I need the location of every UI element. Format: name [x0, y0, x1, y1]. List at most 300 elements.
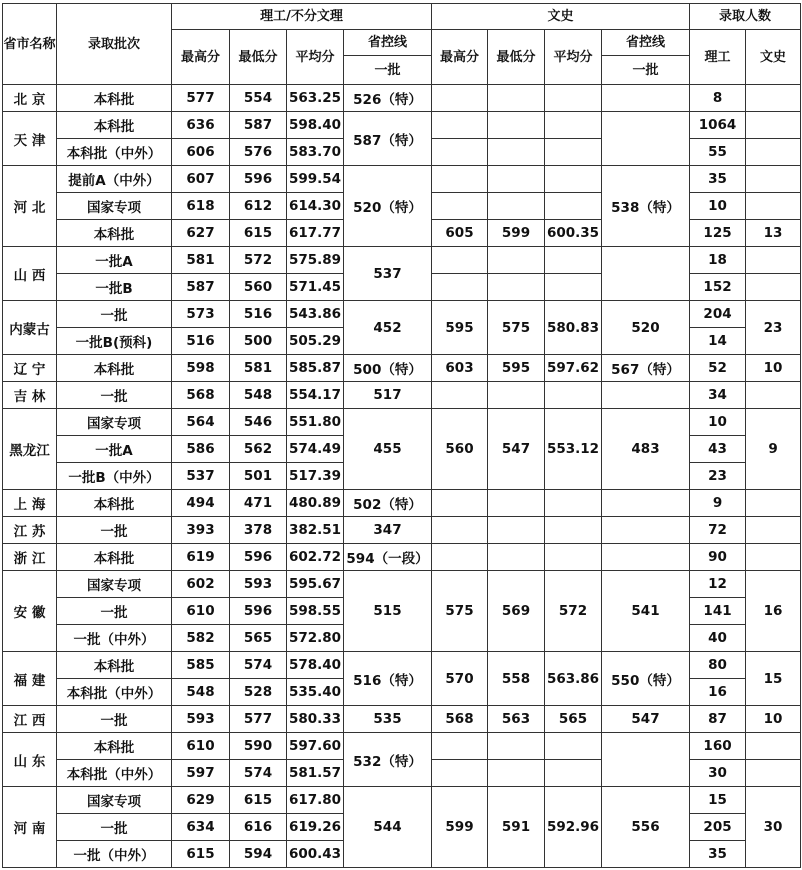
cell-s-line: 517 [344, 382, 432, 409]
cell-s-avg: 551.80 [287, 409, 344, 436]
cell-batch: 国家专项 [57, 409, 172, 436]
table-row [3, 571, 801, 598]
cell-a-min [488, 274, 545, 301]
header-arts-group: 文史 [432, 4, 690, 30]
cell-a-max: 568 [432, 706, 488, 733]
cell-a-max [432, 760, 488, 787]
cell-a-avg: 600.35 [545, 220, 602, 247]
cell-n-sci: 205 [690, 814, 746, 841]
cell-a-avg [545, 112, 602, 139]
cell-batch: 本科批（中外） [57, 679, 172, 706]
cell-s-min: 471 [230, 490, 287, 517]
cell-s-max: 634 [172, 814, 230, 841]
cell-s-max: 606 [172, 139, 230, 166]
cell-s-avg: 602.72 [287, 544, 344, 571]
cell-a-avg [545, 760, 602, 787]
header-sci-group: 理工/不分文理 [172, 4, 432, 30]
cell-n-sci: 55 [690, 139, 746, 166]
cell-a-min [488, 760, 545, 787]
cell-n-arts: 16 [746, 571, 801, 652]
cell-s-avg: 595.67 [287, 571, 344, 598]
cell-a-avg: 572 [545, 571, 602, 652]
table-row [3, 544, 801, 571]
cell-a-max [432, 544, 488, 571]
cell-s-max: 636 [172, 112, 230, 139]
cell-province: 吉 林 [3, 382, 57, 409]
cell-s-max: 615 [172, 841, 230, 868]
cell-a-max [432, 112, 488, 139]
cell-n-sci: 152 [690, 274, 746, 301]
cell-s-min: 596 [230, 544, 287, 571]
cell-s-avg: 583.70 [287, 139, 344, 166]
header-arts-avg: 平均分 [545, 30, 602, 85]
cell-s-avg: 554.17 [287, 382, 344, 409]
cell-a-min [488, 85, 545, 112]
table-row [3, 787, 801, 814]
cell-n-arts: 30 [746, 787, 801, 868]
cell-n-arts [746, 733, 801, 760]
cell-a-avg: 580.83 [545, 301, 602, 355]
cell-a-avg [545, 274, 602, 301]
cell-s-min: 546 [230, 409, 287, 436]
cell-a-avg [545, 139, 602, 166]
cell-s-avg: 571.45 [287, 274, 344, 301]
cell-a-line [602, 733, 690, 787]
cell-a-min [488, 733, 545, 760]
cell-s-avg: 599.54 [287, 166, 344, 193]
cell-a-min [488, 382, 545, 409]
cell-province: 内蒙古 [3, 301, 57, 355]
cell-n-arts [746, 760, 801, 787]
cell-n-sci: 43 [690, 436, 746, 463]
cell-batch: 国家专项 [57, 787, 172, 814]
admission-score-table [2, 3, 801, 868]
cell-a-max: 575 [432, 571, 488, 652]
cell-s-avg: 563.25 [287, 85, 344, 112]
header-batch: 录取批次 [57, 4, 172, 85]
cell-s-max: 564 [172, 409, 230, 436]
cell-s-min: 615 [230, 787, 287, 814]
cell-n-sci: 72 [690, 517, 746, 544]
cell-s-line: 587（特） [344, 112, 432, 166]
cell-province: 江 苏 [3, 517, 57, 544]
cell-s-min: 560 [230, 274, 287, 301]
cell-n-sci: 160 [690, 733, 746, 760]
cell-province: 安 徽 [3, 571, 57, 652]
cell-s-min: 562 [230, 436, 287, 463]
cell-province: 天 津 [3, 112, 57, 166]
cell-s-min: 500 [230, 328, 287, 355]
cell-batch: 本科批 [57, 112, 172, 139]
cell-batch: 一批（中外） [57, 841, 172, 868]
cell-n-arts [746, 490, 801, 517]
cell-s-avg: 578.40 [287, 652, 344, 679]
header-admit-arts: 文史 [746, 30, 801, 85]
cell-s-max: 610 [172, 598, 230, 625]
header-arts-max: 最高分 [432, 30, 488, 85]
cell-a-line [602, 490, 690, 517]
table-row [3, 166, 801, 193]
cell-a-avg: 592.96 [545, 787, 602, 868]
cell-n-sci: 10 [690, 409, 746, 436]
cell-batch: 一批（中外） [57, 625, 172, 652]
header-admit-sci: 理工 [690, 30, 746, 85]
cell-a-avg [545, 490, 602, 517]
cell-n-arts: 15 [746, 652, 801, 706]
cell-a-max: 595 [432, 301, 488, 355]
cell-s-max: 598 [172, 355, 230, 382]
cell-s-min: 565 [230, 625, 287, 652]
cell-a-max [432, 166, 488, 193]
cell-a-min [488, 112, 545, 139]
header-arts-first-batch: 一批 [602, 56, 690, 85]
cell-n-sci: 204 [690, 301, 746, 328]
cell-n-sci: 8 [690, 85, 746, 112]
cell-s-min: 615 [230, 220, 287, 247]
cell-s-min: 554 [230, 85, 287, 112]
cell-a-max: 560 [432, 409, 488, 490]
cell-n-arts [746, 517, 801, 544]
cell-a-avg [545, 517, 602, 544]
cell-s-line: 544 [344, 787, 432, 868]
table-row [3, 301, 801, 328]
cell-s-min: 596 [230, 598, 287, 625]
cell-s-line: 516（特） [344, 652, 432, 706]
cell-n-sci: 90 [690, 544, 746, 571]
cell-s-max: 393 [172, 517, 230, 544]
cell-s-min: 378 [230, 517, 287, 544]
cell-a-min [488, 517, 545, 544]
cell-s-max: 619 [172, 544, 230, 571]
cell-s-max: 593 [172, 706, 230, 733]
cell-s-min: 574 [230, 652, 287, 679]
cell-a-min [488, 193, 545, 220]
cell-province: 浙 江 [3, 544, 57, 571]
cell-batch: 国家专项 [57, 193, 172, 220]
cell-batch: 本科批 [57, 355, 172, 382]
cell-s-max: 610 [172, 733, 230, 760]
cell-s-max: 586 [172, 436, 230, 463]
cell-s-min: 596 [230, 166, 287, 193]
cell-n-arts [746, 247, 801, 274]
cell-n-sci: 35 [690, 166, 746, 193]
cell-n-sci: 52 [690, 355, 746, 382]
cell-a-min: 591 [488, 787, 545, 868]
cell-s-max: 585 [172, 652, 230, 679]
cell-batch: 一批 [57, 706, 172, 733]
cell-s-max: 577 [172, 85, 230, 112]
cell-a-line: 538（特） [602, 166, 690, 247]
cell-n-sci: 40 [690, 625, 746, 652]
cell-province: 辽 宁 [3, 355, 57, 382]
header-arts-control-line: 省控线 [602, 30, 690, 56]
cell-s-max: 568 [172, 382, 230, 409]
cell-a-avg [545, 544, 602, 571]
cell-a-avg [545, 193, 602, 220]
cell-n-arts: 13 [746, 220, 801, 247]
table-row [3, 355, 801, 382]
cell-batch: 一批B(预科) [57, 328, 172, 355]
cell-batch: 国家专项 [57, 571, 172, 598]
cell-n-sci: 18 [690, 247, 746, 274]
cell-s-min: 593 [230, 571, 287, 598]
cell-n-sci: 10 [690, 193, 746, 220]
cell-s-avg: 535.40 [287, 679, 344, 706]
table-row [3, 85, 801, 112]
cell-n-arts [746, 274, 801, 301]
cell-n-arts: 10 [746, 706, 801, 733]
cell-province: 山 东 [3, 733, 57, 787]
cell-a-line: 520 [602, 301, 690, 355]
cell-n-sci: 125 [690, 220, 746, 247]
header-sci-max: 最高分 [172, 30, 230, 85]
cell-n-sci: 34 [690, 382, 746, 409]
cell-s-avg: 585.87 [287, 355, 344, 382]
cell-a-min: 558 [488, 652, 545, 706]
cell-s-line: 520（特） [344, 166, 432, 247]
header-sci-control-line: 省控线 [344, 30, 432, 56]
cell-n-sci: 141 [690, 598, 746, 625]
cell-batch: 本科批 [57, 220, 172, 247]
cell-a-avg [545, 85, 602, 112]
cell-n-sci: 80 [690, 652, 746, 679]
header-arts-min: 最低分 [488, 30, 545, 85]
cell-a-line: 556 [602, 787, 690, 868]
cell-n-arts [746, 85, 801, 112]
table-row [3, 409, 801, 436]
cell-n-sci: 30 [690, 760, 746, 787]
cell-s-min: 594 [230, 841, 287, 868]
cell-batch: 一批 [57, 301, 172, 328]
cell-s-line: 537 [344, 247, 432, 301]
table-row [3, 490, 801, 517]
cell-a-line: 541 [602, 571, 690, 652]
cell-s-min: 577 [230, 706, 287, 733]
cell-s-max: 548 [172, 679, 230, 706]
cell-s-line: 532（特） [344, 733, 432, 787]
header-province: 省市名称 [3, 4, 57, 85]
cell-a-line: 567（特） [602, 355, 690, 382]
cell-a-min [488, 166, 545, 193]
cell-a-line [602, 247, 690, 301]
cell-a-max [432, 193, 488, 220]
cell-a-max: 570 [432, 652, 488, 706]
cell-a-max [432, 247, 488, 274]
cell-batch: 一批B [57, 274, 172, 301]
cell-a-line [602, 517, 690, 544]
cell-a-max: 605 [432, 220, 488, 247]
cell-n-sci: 1064 [690, 112, 746, 139]
cell-n-sci: 14 [690, 328, 746, 355]
cell-s-avg: 581.57 [287, 760, 344, 787]
cell-s-max: 618 [172, 193, 230, 220]
cell-a-min: 569 [488, 571, 545, 652]
cell-a-max [432, 517, 488, 544]
table-row [3, 652, 801, 679]
cell-n-sci: 12 [690, 571, 746, 598]
cell-a-min: 575 [488, 301, 545, 355]
cell-province: 北 京 [3, 85, 57, 112]
cell-s-line: 535 [344, 706, 432, 733]
cell-a-line: 547 [602, 706, 690, 733]
cell-province: 上 海 [3, 490, 57, 517]
cell-s-line: 502（特） [344, 490, 432, 517]
cell-s-max: 581 [172, 247, 230, 274]
header-sci-avg: 平均分 [287, 30, 344, 85]
header-sci-min: 最低分 [230, 30, 287, 85]
table-row [3, 517, 801, 544]
cell-n-sci: 35 [690, 841, 746, 868]
cell-a-max [432, 490, 488, 517]
cell-n-arts [746, 112, 801, 139]
cell-s-avg: 574.49 [287, 436, 344, 463]
cell-batch: 一批 [57, 517, 172, 544]
cell-s-max: 537 [172, 463, 230, 490]
cell-batch: 一批 [57, 598, 172, 625]
cell-province: 山 西 [3, 247, 57, 301]
cell-a-max [432, 733, 488, 760]
cell-s-max: 607 [172, 166, 230, 193]
cell-s-avg: 575.89 [287, 247, 344, 274]
cell-a-avg [545, 382, 602, 409]
cell-s-line: 515 [344, 571, 432, 652]
cell-a-avg [545, 166, 602, 193]
cell-s-max: 494 [172, 490, 230, 517]
cell-s-avg: 505.29 [287, 328, 344, 355]
cell-s-avg: 614.30 [287, 193, 344, 220]
cell-batch: 本科批 [57, 544, 172, 571]
cell-a-min [488, 139, 545, 166]
cell-batch: 一批 [57, 814, 172, 841]
cell-a-min: 599 [488, 220, 545, 247]
cell-s-min: 501 [230, 463, 287, 490]
cell-batch: 本科批 [57, 85, 172, 112]
cell-s-avg: 543.86 [287, 301, 344, 328]
cell-s-line: 526（特） [344, 85, 432, 112]
cell-a-max [432, 139, 488, 166]
cell-s-line: 452 [344, 301, 432, 355]
cell-s-line: 500（特） [344, 355, 432, 382]
cell-s-avg: 617.80 [287, 787, 344, 814]
cell-a-min [488, 490, 545, 517]
table-row [3, 382, 801, 409]
cell-n-arts [746, 139, 801, 166]
cell-a-max: 603 [432, 355, 488, 382]
cell-n-arts [746, 544, 801, 571]
cell-province: 河 北 [3, 166, 57, 247]
cell-batch: 本科批（中外） [57, 760, 172, 787]
cell-s-max: 582 [172, 625, 230, 652]
cell-a-min: 595 [488, 355, 545, 382]
cell-batch: 本科批 [57, 652, 172, 679]
cell-batch: 一批A [57, 436, 172, 463]
cell-a-avg: 565 [545, 706, 602, 733]
cell-n-arts: 23 [746, 301, 801, 355]
cell-s-min: 616 [230, 814, 287, 841]
cell-batch: 本科批 [57, 733, 172, 760]
cell-n-sci: 87 [690, 706, 746, 733]
cell-s-max: 627 [172, 220, 230, 247]
cell-batch: 一批 [57, 382, 172, 409]
cell-s-avg: 598.40 [287, 112, 344, 139]
cell-a-line [602, 382, 690, 409]
cell-s-avg: 480.89 [287, 490, 344, 517]
cell-a-avg [545, 247, 602, 274]
cell-batch: 一批A [57, 247, 172, 274]
cell-a-min [488, 544, 545, 571]
header-sci-first-batch: 一批 [344, 56, 432, 85]
cell-province: 福 建 [3, 652, 57, 706]
cell-province: 黑龙江 [3, 409, 57, 490]
cell-n-arts [746, 193, 801, 220]
cell-batch: 一批B（中外） [57, 463, 172, 490]
cell-s-max: 516 [172, 328, 230, 355]
cell-s-avg: 598.55 [287, 598, 344, 625]
cell-s-min: 576 [230, 139, 287, 166]
cell-a-avg: 553.12 [545, 409, 602, 490]
cell-batch: 提前A（中外） [57, 166, 172, 193]
cell-a-max [432, 85, 488, 112]
cell-s-min: 574 [230, 760, 287, 787]
cell-a-line: 550（特） [602, 652, 690, 706]
cell-a-min [488, 247, 545, 274]
cell-a-line [602, 544, 690, 571]
cell-n-arts [746, 382, 801, 409]
cell-s-line: 594（一段） [344, 544, 432, 571]
cell-n-sci: 23 [690, 463, 746, 490]
cell-s-min: 528 [230, 679, 287, 706]
cell-a-avg [545, 733, 602, 760]
cell-a-line [602, 85, 690, 112]
cell-s-line: 347 [344, 517, 432, 544]
cell-s-avg: 597.60 [287, 733, 344, 760]
cell-s-min: 590 [230, 733, 287, 760]
cell-a-min: 547 [488, 409, 545, 490]
cell-s-min: 612 [230, 193, 287, 220]
cell-s-avg: 580.33 [287, 706, 344, 733]
cell-s-avg: 382.51 [287, 517, 344, 544]
cell-s-max: 573 [172, 301, 230, 328]
cell-n-sci: 9 [690, 490, 746, 517]
cell-n-arts [746, 166, 801, 193]
cell-a-line [602, 112, 690, 166]
table-row [3, 112, 801, 139]
cell-s-min: 548 [230, 382, 287, 409]
cell-s-min: 581 [230, 355, 287, 382]
cell-batch: 本科批 [57, 490, 172, 517]
cell-s-max: 629 [172, 787, 230, 814]
table-row [3, 733, 801, 760]
cell-a-min: 563 [488, 706, 545, 733]
cell-batch: 本科批（中外） [57, 139, 172, 166]
cell-s-max: 597 [172, 760, 230, 787]
cell-s-min: 516 [230, 301, 287, 328]
cell-s-avg: 600.43 [287, 841, 344, 868]
cell-n-sci: 16 [690, 679, 746, 706]
cell-n-arts: 9 [746, 409, 801, 490]
cell-s-max: 587 [172, 274, 230, 301]
cell-a-max [432, 274, 488, 301]
cell-a-line: 483 [602, 409, 690, 490]
cell-province: 河 南 [3, 787, 57, 868]
cell-s-max: 602 [172, 571, 230, 598]
cell-n-arts: 10 [746, 355, 801, 382]
cell-a-max: 599 [432, 787, 488, 868]
cell-n-sci: 15 [690, 787, 746, 814]
cell-s-avg: 517.39 [287, 463, 344, 490]
table-row [3, 247, 801, 274]
cell-a-max [432, 382, 488, 409]
